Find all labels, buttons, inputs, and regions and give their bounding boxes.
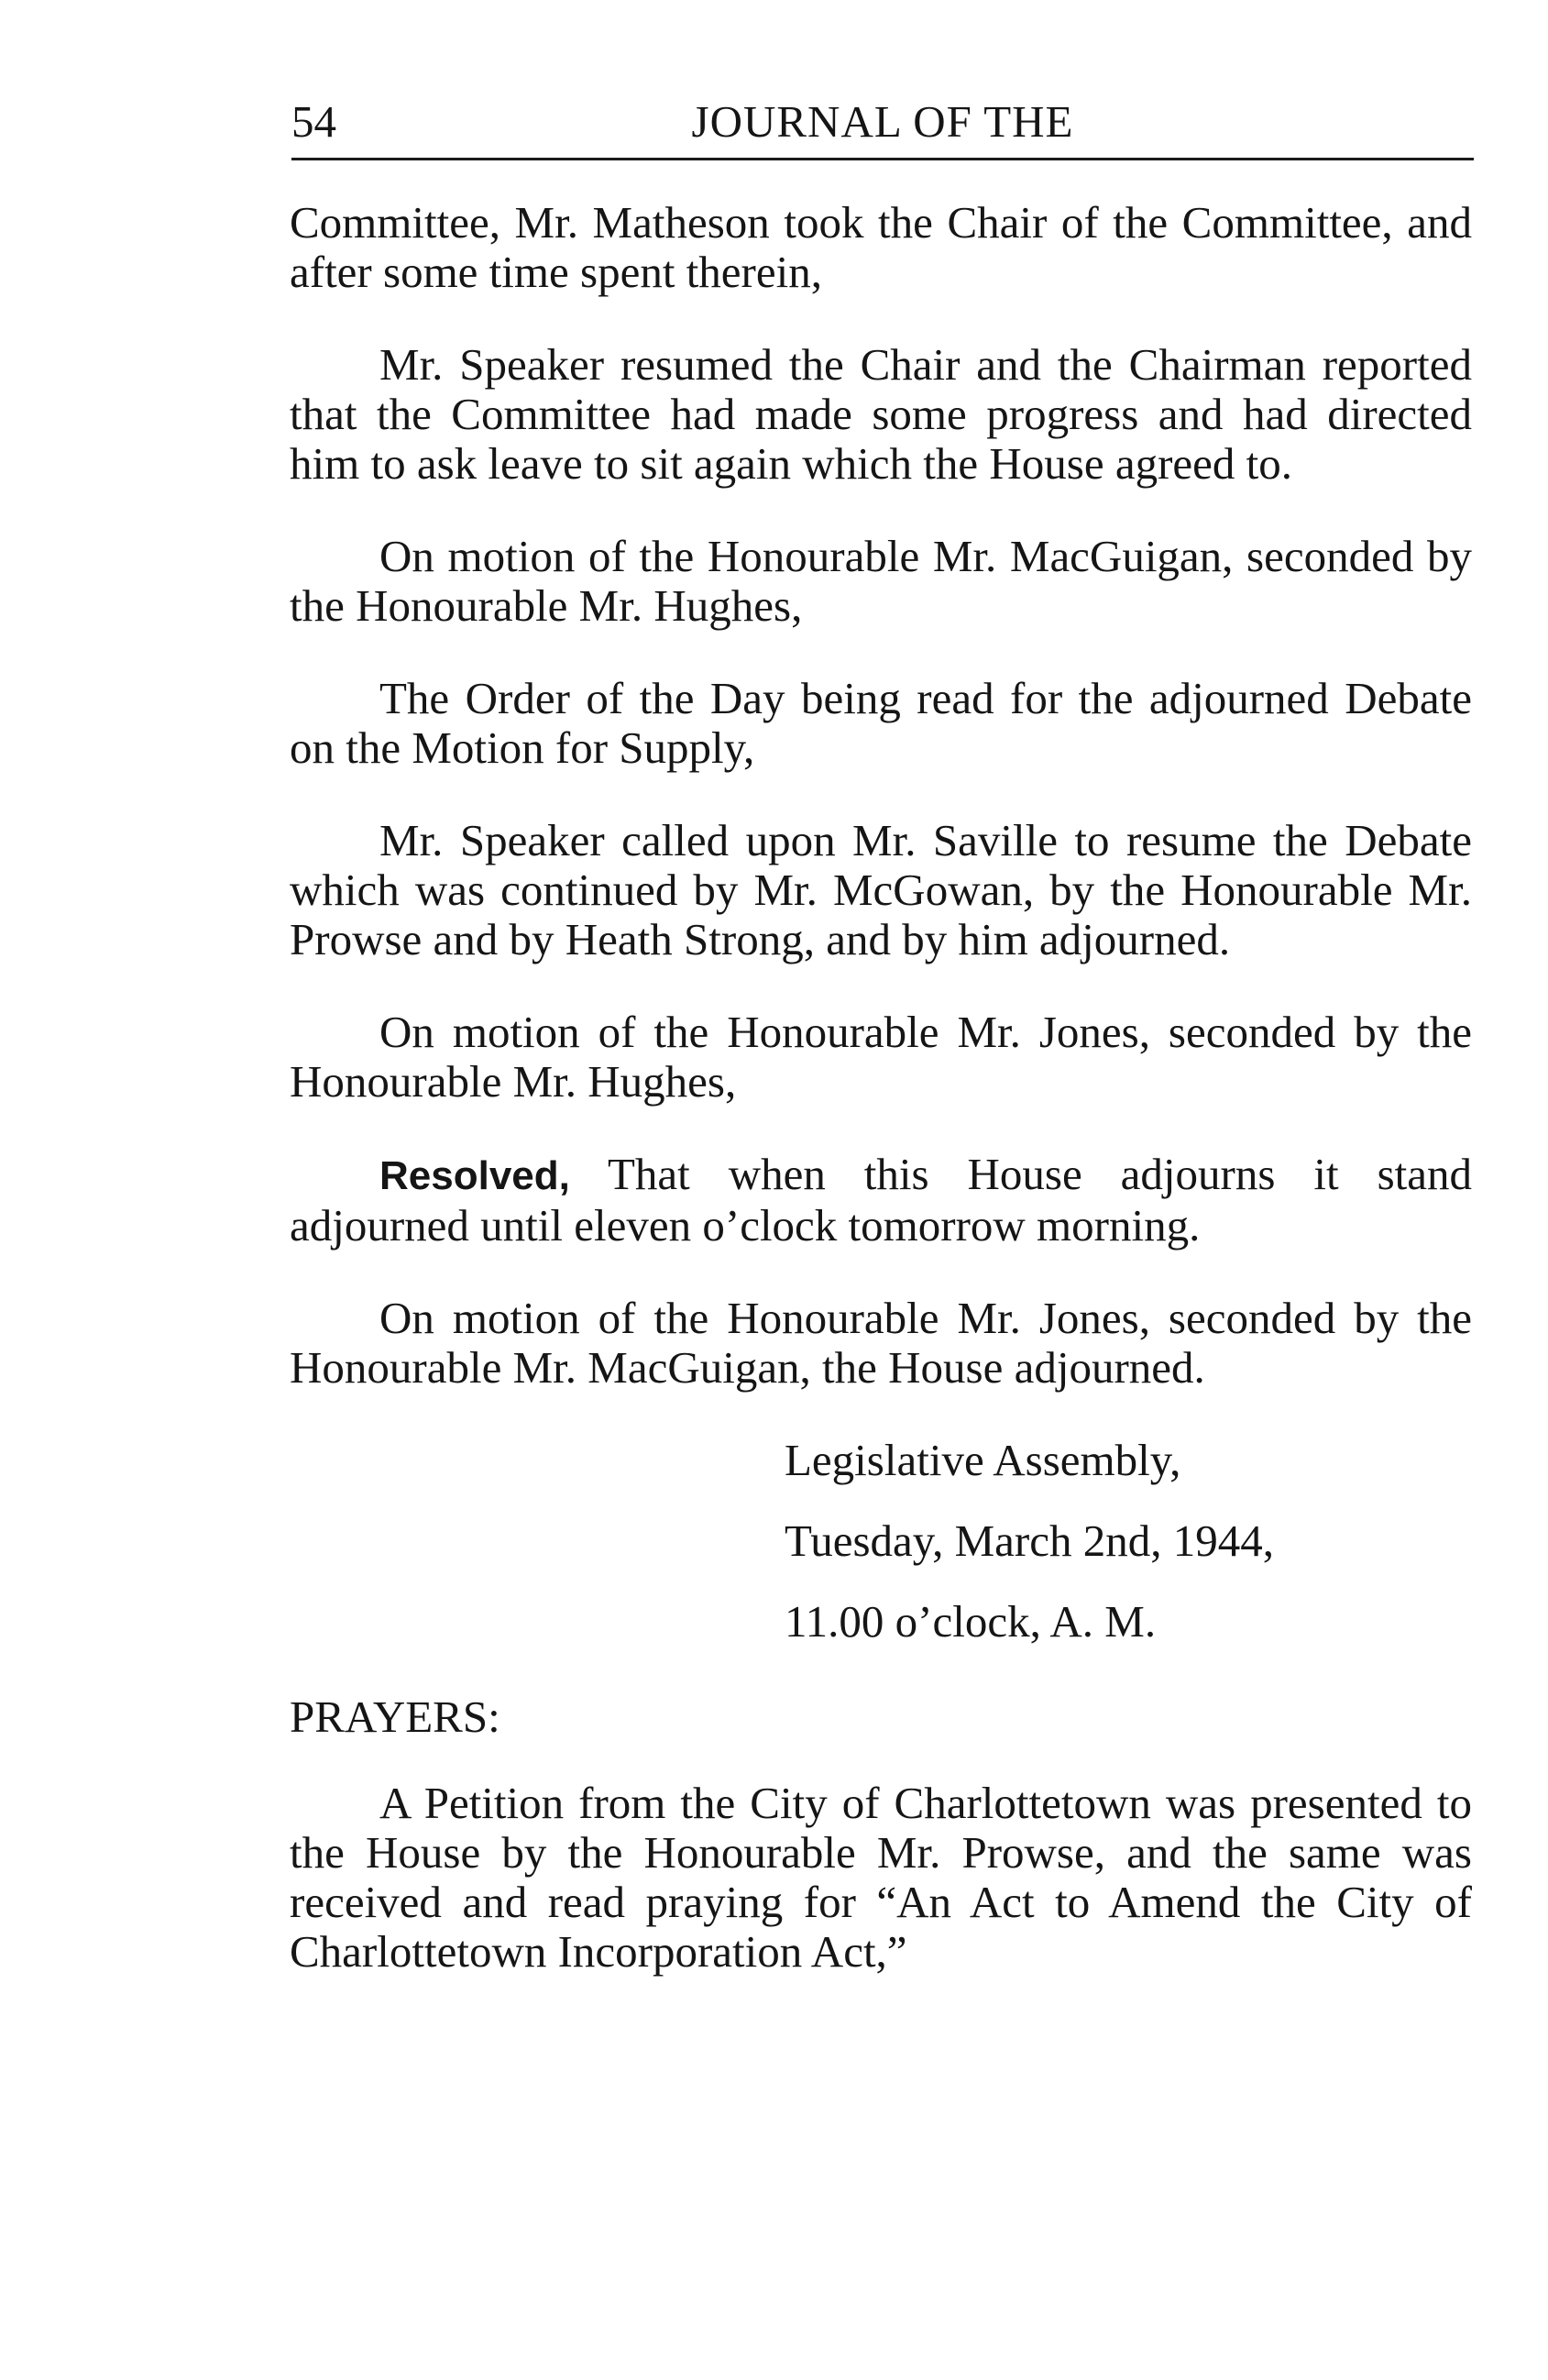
paragraph-petition: A Petition from the City of Charlottetown was presented to the House by the Honourable Mr. Prowse, and the same was received and read praying for “An Act to Amend the City of Charlottetown Incorporation Act,” <box>290 1778 1472 1977</box>
paragraph-resolved <box>290 1150 1472 1251</box>
page-header <box>291 95 1474 160</box>
dateline-assembly: Legislative Assembly, <box>785 1435 1181 1485</box>
paragraph-speaker-resumed: Mr. Speaker resumed the Chair and the Chairman reported that the Committee had made some progress and had directed him to ask leave to sit again which the House agreed to. <box>290 339 1472 489</box>
resolved-label: Resolved, <box>379 1153 570 1198</box>
resolved-text: That when this House adjourns it stand adjourned until eleven o’clock tomorrow morning. <box>290 1149 1472 1251</box>
dateline <box>785 1436 1472 1647</box>
paragraph-motion-macguigan: On motion of the Honourable Mr. MacGuigan, seconded by the Honourable Mr. Hughes, <box>290 531 1472 631</box>
paragraph-adjourned: On motion of the Honourable Mr. Jones, seconded by the Honourable Mr. MacGuigan, the House adjourned. <box>290 1293 1472 1393</box>
journal-body <box>290 198 1472 2020</box>
dateline-date: Tuesday, March 2nd, 1944, <box>785 1515 1274 1566</box>
paragraph-committee: Committee, Mr. Matheson took the Chair of the Committee, and after some time spent therein, <box>290 197 1472 297</box>
paragraph-debate: Mr. Speaker called upon Mr. Saville to resume the Debate which was continued by Mr. McGowan, by the Honourable Mr. Prowse and by Heath Strong, and by him adjourned. <box>290 815 1472 964</box>
running-head: JOURNAL OF THE <box>691 96 1074 147</box>
dateline-time: 11.00 o’clock, A. M. <box>785 1596 1157 1647</box>
paragraph-motion-jones: On motion of the Honourable Mr. Jones, seconded by the Honourable Mr. Hughes, <box>290 1007 1472 1107</box>
prayers-heading: PRAYERS: <box>290 1691 500 1742</box>
paragraph-order-of-day: The Order of the Day being read for the adjourned Debate on the Motion for Supply, <box>290 673 1472 773</box>
page-number: 54 <box>291 96 336 147</box>
header-rule <box>291 158 1474 160</box>
